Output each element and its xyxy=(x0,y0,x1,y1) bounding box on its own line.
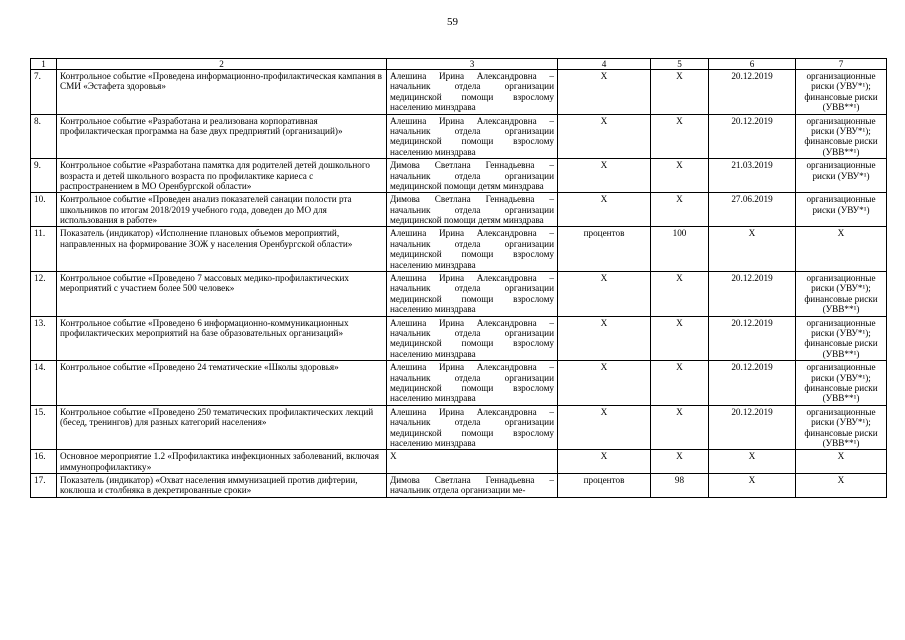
responsible-person: Алешина Ирина Александровна – начальник отдела организации медицинской помощи взрослому населению минздрава xyxy=(387,361,558,406)
row-number: 17. xyxy=(31,474,57,498)
header-cell-6: 6 xyxy=(709,59,796,70)
risk-entry: организационные риски (УВУ*¹); xyxy=(806,317,876,338)
risk-entry: Х xyxy=(837,228,845,239)
table-row xyxy=(31,193,887,227)
risks-cell xyxy=(796,316,887,361)
responsible-person: Алешина Ирина Александровна – начальник отдела организации медицинской помощи взрослому населению минздрава xyxy=(387,114,558,159)
risk-entry: организационные риски (УВУ*¹); xyxy=(806,71,876,92)
deadline-cell: Х xyxy=(709,474,796,498)
risk-entry: Х xyxy=(837,451,845,462)
deadline-cell: 20.12.2019 xyxy=(709,272,796,317)
risk-entry: организационные риски (УВУ*¹) xyxy=(806,194,876,215)
deadline-cell: 20.12.2019 xyxy=(709,70,796,115)
risks-cell xyxy=(796,70,887,115)
table-row xyxy=(31,474,887,498)
responsible-person: Димова Светлана Геннадьевна – начальник отдела организации ме- xyxy=(387,474,558,498)
row-number: 7. xyxy=(31,70,57,115)
deadline-cell: 20.12.2019 xyxy=(709,361,796,406)
event-description: Контрольное событие «Проведена информационно-профилактическая кампания в СМИ «Эстафета здоровья» xyxy=(57,70,387,115)
header-row xyxy=(31,59,887,70)
table-body xyxy=(31,59,887,498)
responsible-person: Алешина Ирина Александровна – начальник отдела организации медицинской помощи взрослому населению минздрава xyxy=(387,316,558,361)
header-cell-3: 3 xyxy=(387,59,558,70)
risks-cell xyxy=(796,361,887,406)
risk-entry: финансовые риски (УВВ**¹) xyxy=(804,427,878,448)
unit-cell: Х xyxy=(558,405,651,450)
risks-cell xyxy=(796,450,887,474)
unit-cell: Х xyxy=(558,272,651,317)
row-number: 12. xyxy=(31,272,57,317)
responsible-person: Алешина Ирина Александровна – начальник отдела организации медицинской помощи взрослому населению минздрава xyxy=(387,405,558,450)
value-cell: Х xyxy=(651,193,709,227)
event-description: Контрольное событие «Проведено 250 тематических профилактических лекций (бесед, тренингов) для разных категорий населения» xyxy=(57,405,387,450)
responsible-person: Димова Светлана Геннадьевна – начальник отдела организации медицинской помощи детям минздрава xyxy=(387,193,558,227)
event-description: Контрольное событие «Разработана памятка для родителей детей дошкольного возраста и детей школьного возраста по профилактике кариеса с распространением в МО Оренбургской области» xyxy=(57,159,387,193)
event-description: Контрольное событие «Проведено 7 массовых медико-профилактических мероприятий с участием более 500 человек» xyxy=(57,272,387,317)
deadline-cell: 27.06.2019 xyxy=(709,193,796,227)
unit-cell: Х xyxy=(558,361,651,406)
event-description: Контрольное событие «Проведен анализ показателей санации полости рта школьников по итогам 2018/2019 учебного года, доведен до МО для использования в работе» xyxy=(57,193,387,227)
header-cell-5: 5 xyxy=(651,59,709,70)
header-cell-2: 2 xyxy=(57,59,387,70)
header-cell-7: 7 xyxy=(796,59,887,70)
responsible-person: Х xyxy=(387,450,558,474)
unit-cell: Х xyxy=(558,193,651,227)
deadline-cell: 21.03.2019 xyxy=(709,159,796,193)
row-number: 8. xyxy=(31,114,57,159)
risk-entry: финансовые риски (УВВ**¹) xyxy=(804,136,878,157)
value-cell: Х xyxy=(651,114,709,159)
table-row xyxy=(31,159,887,193)
value-cell: Х xyxy=(651,316,709,361)
table-row xyxy=(31,227,887,272)
deadline-cell: 20.12.2019 xyxy=(709,114,796,159)
table-row xyxy=(31,114,887,159)
value-cell: Х xyxy=(651,405,709,450)
risk-entry: организационные риски (УВУ*¹); xyxy=(806,362,876,383)
risks-cell xyxy=(796,114,887,159)
risk-entry: финансовые риски (УВВ**¹) xyxy=(804,382,878,404)
unit-cell: Х xyxy=(558,450,651,474)
value-cell: Х xyxy=(651,159,709,193)
deadline-cell: 20.12.2019 xyxy=(709,316,796,361)
risk-entry: финансовые риски (УВВ**¹) xyxy=(804,338,878,359)
event-description: Основное мероприятие 1.2 «Профилактика инфекционных заболеваний, включая иммунопрофилактику» xyxy=(57,450,387,474)
risks-cell xyxy=(796,227,887,272)
responsible-person: Алешина Ирина Александровна – начальник отдела организации медицинской помощи взрослому населению минздрава xyxy=(387,70,558,115)
event-description: Контрольное событие «Проведено 6 информационно-коммуникационных профилактических мероприятий на базе образовательных организаций» xyxy=(57,316,387,361)
table-row xyxy=(31,405,887,450)
plan-table xyxy=(30,58,887,498)
value-cell: 98 xyxy=(651,474,709,498)
unit-cell: Х xyxy=(558,70,651,115)
value-cell: Х xyxy=(651,272,709,317)
header-cell-4: 4 xyxy=(558,59,651,70)
row-number: 10. xyxy=(31,193,57,227)
unit-cell: Х xyxy=(558,159,651,193)
event-description: Показатель (индикатор) «Охват населения иммунизацией против дифтерии, коклюша и столбняка в декретированные сроки» xyxy=(57,474,387,498)
unit-cell: процентов xyxy=(558,227,651,272)
risk-entry: финансовые риски (УВВ**¹) xyxy=(804,293,878,315)
row-number: 14. xyxy=(31,361,57,406)
table-row xyxy=(31,272,887,317)
event-description: Контрольное событие «Проведено 24 тематические «Школы здоровья» xyxy=(57,361,387,406)
responsible-person: Димова Светлана Геннадьевна – начальник отдела организации медицинской помощи детям минздрава xyxy=(387,159,558,193)
event-description: Контрольное событие «Разработана и реализована корпоративная профилактическая программа на базе двух предприятий (организаций)» xyxy=(57,114,387,159)
risk-entry: организационные риски (УВУ*¹) xyxy=(806,160,876,181)
row-number: 11. xyxy=(31,227,57,272)
risk-entry: организационные риски (УВУ*¹); xyxy=(806,115,876,136)
deadline-cell: Х xyxy=(709,450,796,474)
risk-entry: финансовые риски (УВВ**¹) xyxy=(804,91,878,113)
risks-cell xyxy=(796,272,887,317)
value-cell: 100 xyxy=(651,227,709,272)
deadline-cell: 20.12.2019 xyxy=(709,405,796,450)
table-row xyxy=(31,450,887,474)
table-row xyxy=(31,361,887,406)
risk-entry: организационные риски (УВУ*¹); xyxy=(806,406,876,428)
value-cell: Х xyxy=(651,70,709,115)
risk-entry: организационные риски (УВУ*¹); xyxy=(806,273,876,294)
value-cell: Х xyxy=(651,361,709,406)
unit-cell: процентов xyxy=(558,474,651,498)
risks-cell xyxy=(796,193,887,227)
risks-cell xyxy=(796,159,887,193)
table-row xyxy=(31,316,887,361)
row-number: 16. xyxy=(31,450,57,474)
risks-cell xyxy=(796,405,887,450)
unit-cell: Х xyxy=(558,316,651,361)
header-cell-1: 1 xyxy=(31,59,57,70)
row-number: 15. xyxy=(31,405,57,450)
page-number: 59 xyxy=(447,16,458,28)
unit-cell: Х xyxy=(558,114,651,159)
responsible-person: Алешина Ирина Александровна – начальник отдела организации медицинской помощи взрослому населению минздрава xyxy=(387,227,558,272)
table-row xyxy=(31,70,887,115)
risks-cell xyxy=(796,474,887,498)
risk-entry: Х xyxy=(837,475,845,486)
value-cell: Х xyxy=(651,450,709,474)
responsible-person: Алешина Ирина Александровна – начальник отдела организации медицинской помощи взрослому населению минздрава xyxy=(387,272,558,317)
row-number: 9. xyxy=(31,159,57,193)
deadline-cell: Х xyxy=(709,227,796,272)
row-number: 13. xyxy=(31,316,57,361)
event-description: Показатель (индикатор) «Исполнение плановых объемов мероприятий, направленных на формирование ЗОЖ у населения Оренбургской области» xyxy=(57,227,387,272)
